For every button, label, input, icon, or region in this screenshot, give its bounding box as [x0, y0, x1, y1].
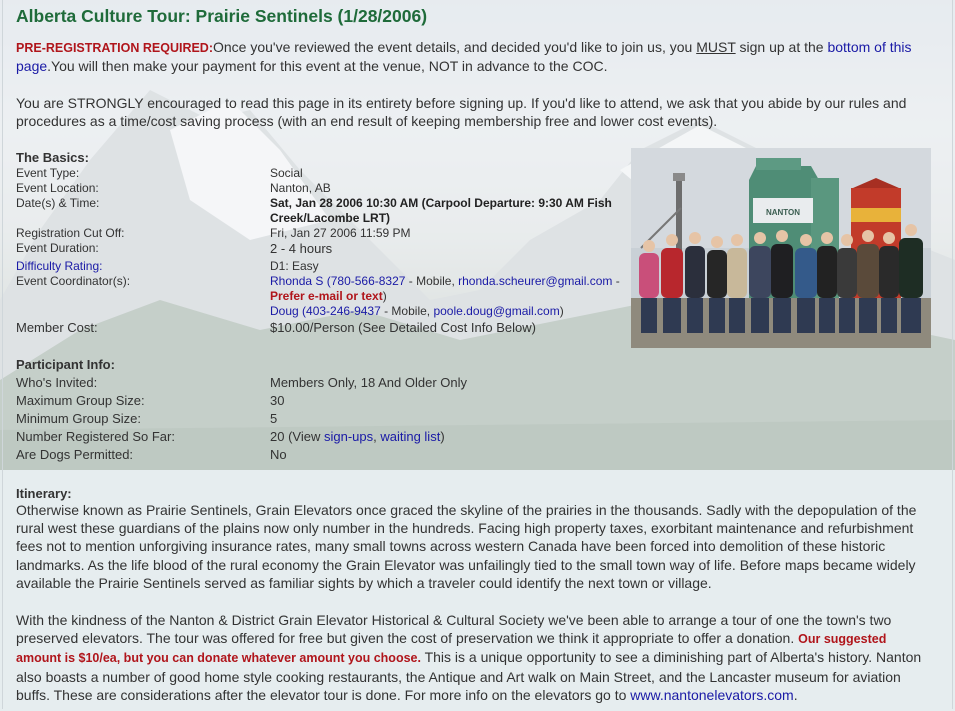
duration-label: Event Duration:	[16, 241, 99, 255]
datetime-label: Date(s) & Time:	[16, 196, 100, 210]
event-group-photo	[631, 148, 931, 348]
registered-close: )	[440, 429, 445, 444]
event-location-value: Nanton, AB	[270, 181, 331, 195]
suggested-donation-text: Our suggested amount is $10/ea, but you can donate whatever amount you choose.	[16, 632, 887, 666]
cutoff-value: Fri, Jan 27 2006 11:59 PM	[270, 226, 411, 240]
itinerary-p2-start: With the kindness of the Nanton & District Grain Elevator Historical & Cultural Society we've been able to arrange a tour of one the town's two preserved elevators. The tour was offered for free but given the cost of preservation we think it appropriate to offer a donation.	[16, 612, 892, 647]
coordinator-rhonda-email[interactable]: rhonda.scheurer@gmail.com	[458, 274, 613, 288]
member-cost-label: Member Cost:	[16, 320, 98, 335]
cutoff-label: Registration Cut Off:	[16, 226, 125, 240]
datetime-value: Sat, Jan 28 2006 10:30 AM (Carpool Departure: 9:30 AM Fish Creek/Lacombe LRT)	[270, 196, 612, 225]
dogs-label: Are Dogs Permitted:	[16, 447, 134, 462]
registered-label: Number Registered So Far:	[16, 429, 175, 444]
coordinator-rhonda-close: )	[382, 289, 387, 303]
must-text: MUST	[696, 39, 736, 55]
coordinator-doug-mobile: - Mobile,	[380, 304, 434, 318]
coordinator-doug-close: )	[559, 304, 564, 318]
max-group-label: Maximum Group Size:	[16, 393, 145, 408]
max-group-value: 30	[270, 393, 285, 408]
bottom-of-page-link[interactable]: bottom of this page	[16, 39, 912, 74]
signups-link[interactable]: sign-ups	[323, 429, 374, 444]
participant-heading: Participant Info:	[16, 357, 115, 372]
invited-label: Who's Invited:	[16, 375, 98, 390]
itinerary-p2-end: .	[793, 686, 798, 703]
prereg-text-2: sign up at the	[735, 39, 828, 55]
coordinator-doug-link[interactable]: Doug	[270, 304, 299, 318]
preregistration-label: PRE-REGISTRATION REQUIRED:	[16, 41, 213, 55]
intro-paragraph: You are STRONGLY encouraged to read this page in its entirety before signing up. If you'd like to attend, we ask that you abide by our rules and procedures as a time/cost saving process (with an end result of keeping membership free and lower cost events).	[16, 95, 907, 129]
invited-value: Members Only, 18 And Older Only	[270, 375, 468, 390]
event-type-value: Social	[270, 166, 303, 180]
coordinator-value	[270, 274, 630, 319]
difficulty-value: D1: Easy	[270, 259, 319, 273]
itinerary-paragraph-2	[16, 611, 931, 704]
dogs-value: No	[270, 447, 287, 462]
min-group-label: Minimum Group Size:	[16, 411, 141, 426]
coordinator-doug-email[interactable]: poole.doug@gmail.com	[433, 304, 560, 318]
coordinator-rhonda-mobile: - Mobile,	[405, 274, 459, 288]
itinerary-paragraph-1: Otherwise known as Prairie Sentinels, Grain Elevators once graced the skyline of the prairies in the thousands. Sadly with the depopulation of the rural west these guardians of the plains now only number in the hundreds. Facing high property taxes, exorbitant maintenance and refurbishment fees not to mention unforgiving insurance rates, many small towns across western Canada have been forced into demolition of these historic landmarks. As the life blood of the rural economy the Grain Elevator was unfailingly tied to the small town way of life. Before maps became widely available the Prairie Sentinels served as familiar sights by which a traveler could identify the next town or village.	[16, 502, 917, 591]
registered-value	[270, 428, 630, 446]
registered-count: 20 (View	[270, 429, 324, 444]
coordinator-rhonda-dash: -	[612, 274, 620, 288]
member-cost-value: $10.00/Person (See Detailed Cost Info Below)	[270, 320, 536, 335]
basics-heading: The Basics:	[16, 150, 89, 165]
coordinator-label: Event Coordinator(s):	[16, 274, 131, 288]
waiting-list-link[interactable]: waiting list	[380, 429, 441, 444]
coordinator-rhonda-link[interactable]: Rhonda S	[270, 274, 324, 288]
event-location-label: Event Location:	[16, 181, 99, 195]
prereg-text-1: Once you've reviewed the event details, and decided you'd like to join us, you	[213, 39, 697, 55]
prereg-text-3: .You will then make your payment for this event at the venue, NOT in advance to the COC.	[47, 58, 608, 74]
preregistration-notice	[16, 38, 916, 75]
elevator-sign-text: NANTON	[765, 208, 801, 217]
registered-comma: ,	[373, 429, 381, 444]
coordinator-rhonda-note: Prefer e-mail or text	[270, 289, 383, 303]
itinerary-p2-middle: This is a unique opportunity to see a diminishing part of Alberta's history. Nanton also boasts a number of good home style cooking restaurants, the Antique and Art walk on Main Street, and the Lancaster museum for aviation buffs. These are considerations after the elevator tour is done. For more info on the elevators go to	[16, 649, 922, 703]
event-type-label: Event Type:	[16, 166, 80, 180]
itinerary-heading: Itinerary:	[16, 486, 72, 501]
duration-value: 2 - 4 hours	[270, 241, 333, 256]
page-title: Alberta Culture Tour: Prairie Sentinels (1/28/2006)	[16, 6, 428, 26]
nanton-elevators-link[interactable]: www.nantonelevators.com	[630, 686, 794, 703]
difficulty-rating-link[interactable]: Difficulty Rating:	[16, 259, 103, 273]
coordinator-doug-phone: (403-246-9437	[302, 304, 381, 318]
coordinator-rhonda-phone: (780-566-8327	[326, 274, 406, 288]
min-group-value: 5	[270, 411, 278, 426]
